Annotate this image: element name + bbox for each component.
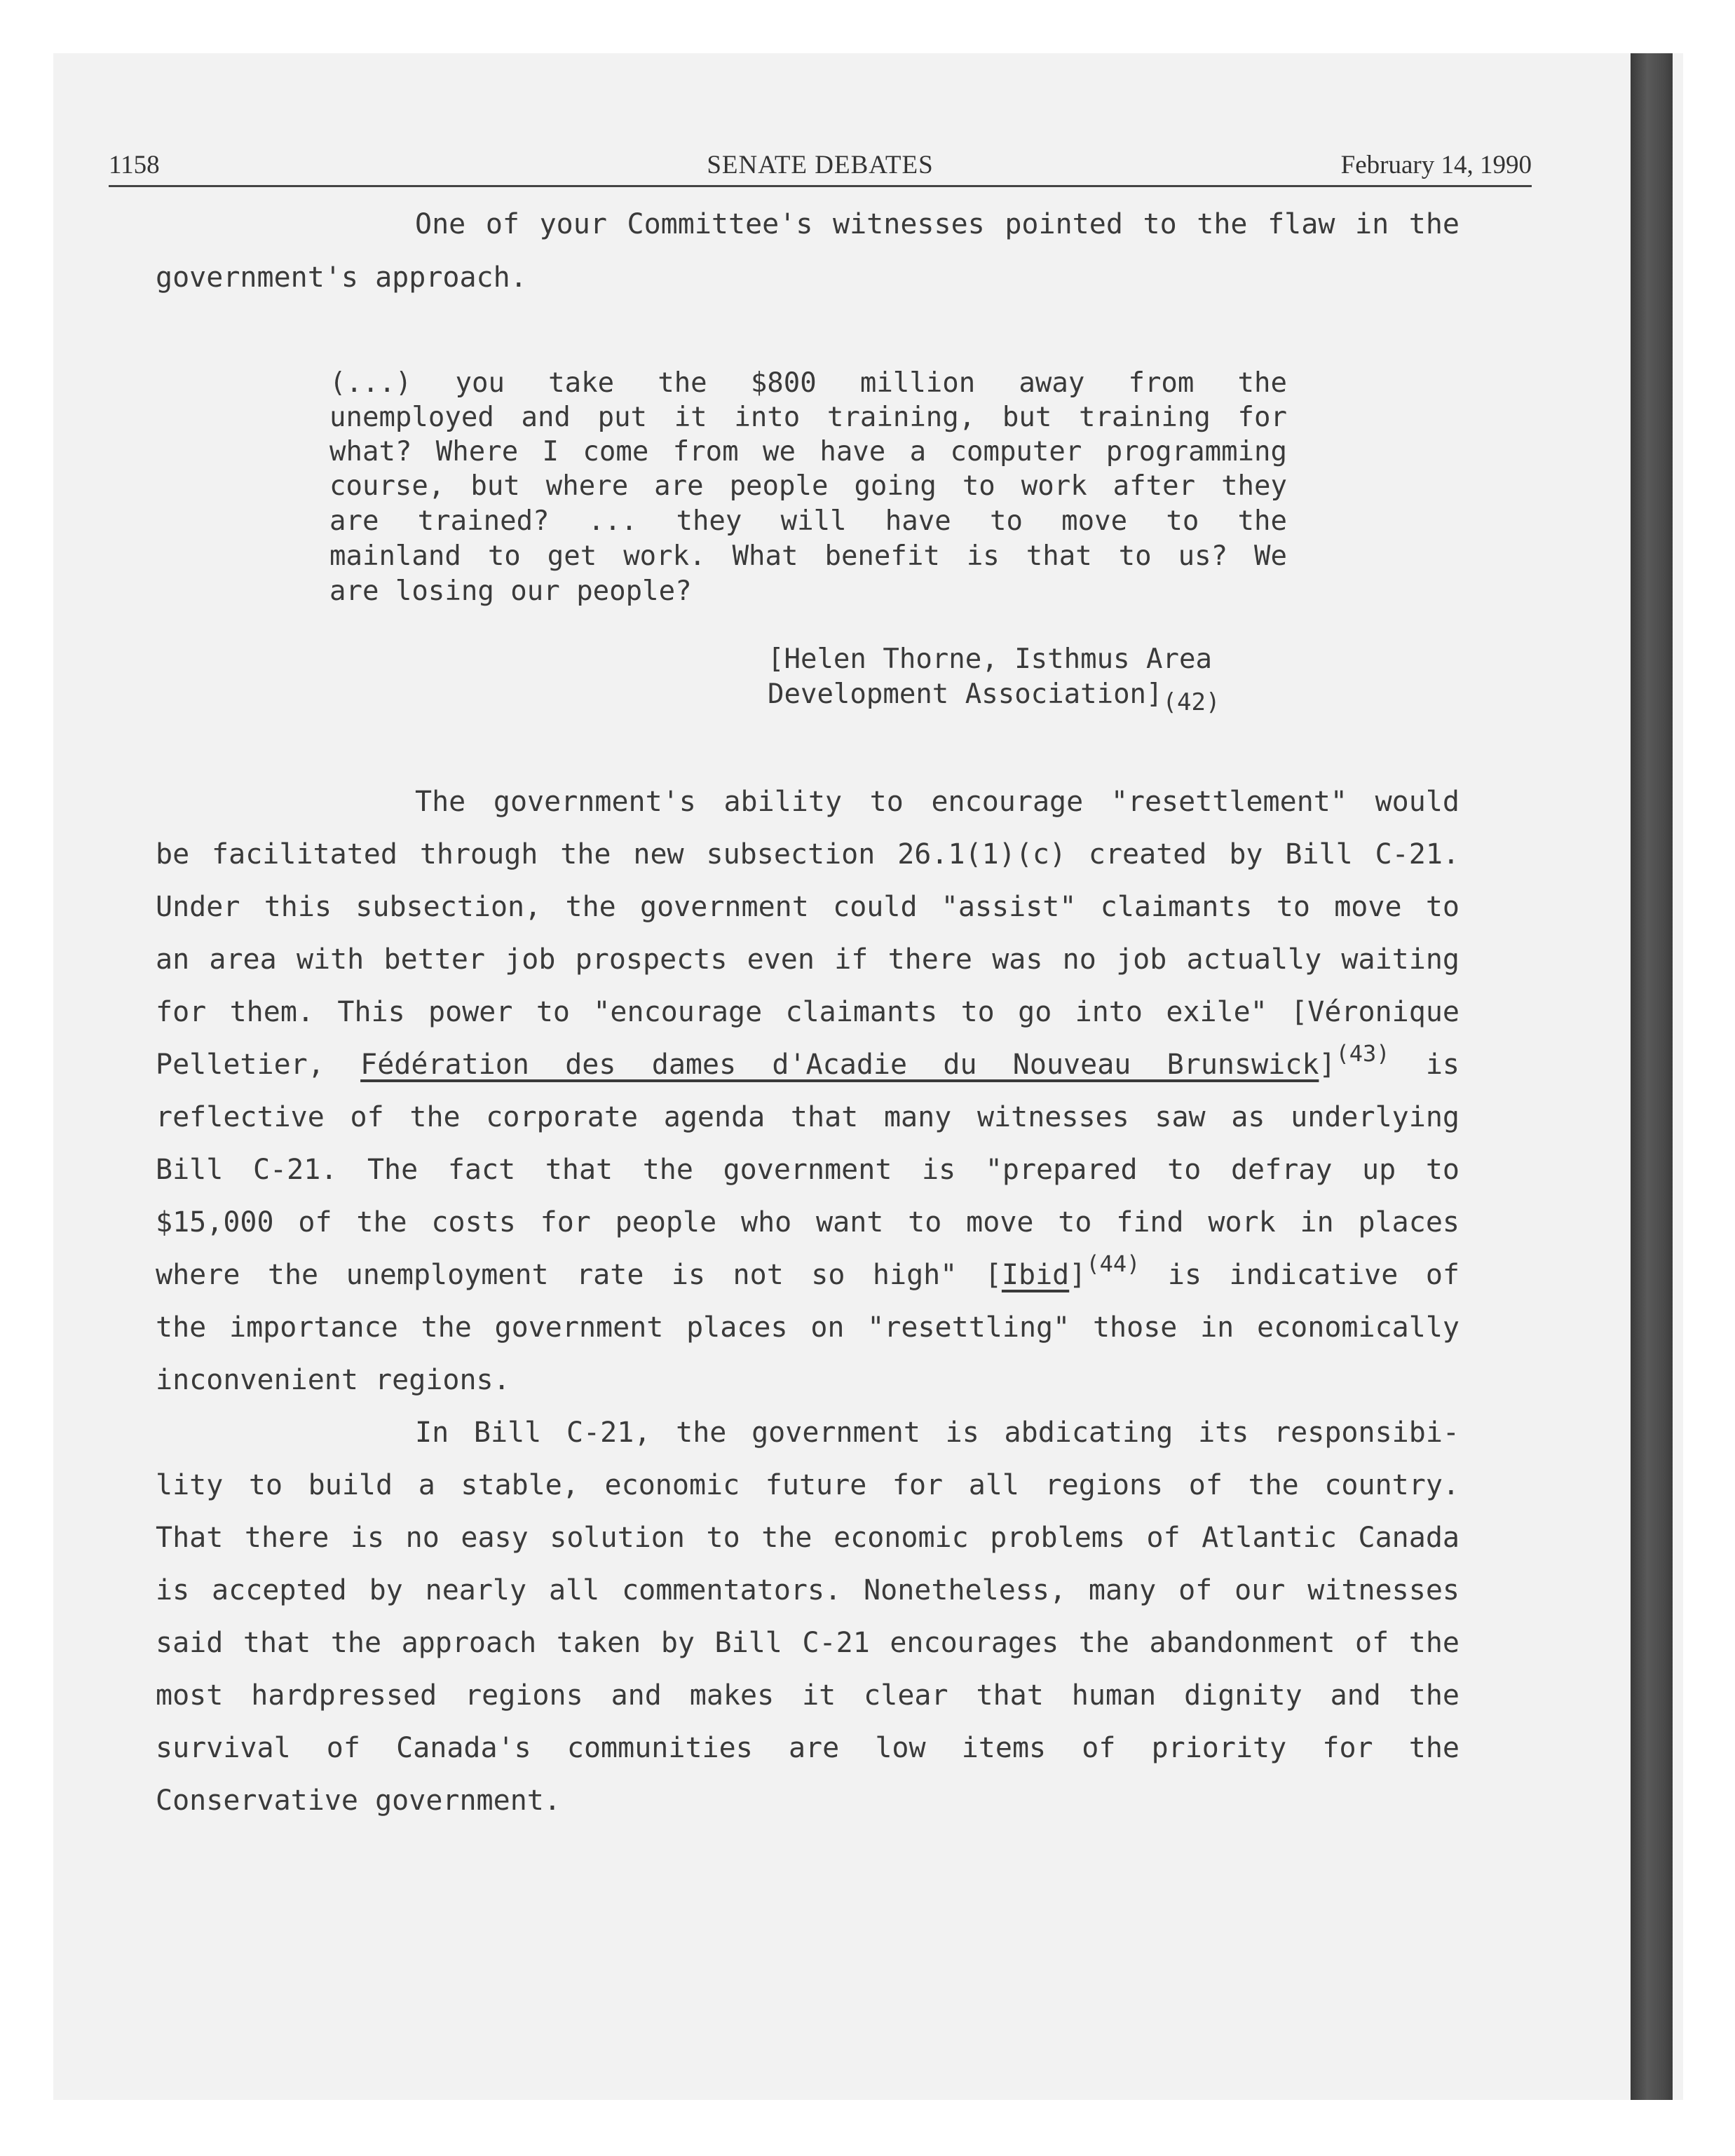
text-segment: ] (1069, 1259, 1087, 1291)
quote-line: what? Where I come from we have a computer programming (329, 436, 1287, 468)
paragraph-2-line-with-citation (156, 1040, 1460, 1081)
quote-line: mainland to get work. What benefit is that to us? We (329, 540, 1287, 572)
text-segment: ] (1319, 1049, 1336, 1081)
running-title: SENATE DEBATES (707, 151, 934, 179)
paragraph-2-line: an area with better job prospects even if there was no job actually waiting (156, 943, 1460, 976)
ibid-citation: Ibid (1001, 1259, 1070, 1291)
quote-line: unemployed and put it into training, but training for (329, 402, 1287, 433)
text-segment: Pelletier, (156, 1049, 361, 1081)
paragraph-3-line: survival of Canada's communities are low items of priority for the (156, 1732, 1460, 1764)
paragraph-3-line: lity to build a stable, economic future for all regions of the country. (156, 1469, 1460, 1501)
quote-attribution-line-2 (768, 678, 1220, 716)
paragraph-3-line: is accepted by nearly all commentators. Nonetheless, many of our witnesses (156, 1574, 1460, 1606)
paragraph-2-line: for them. This power to "encourage claimants to go into exile" [Véronique (156, 996, 1460, 1028)
paragraph-2-line: The government's ability to encourage "resettlement" would (415, 786, 1460, 818)
text-segment: is indicative of (1140, 1259, 1460, 1291)
paragraph-2-line: the importance the government places on "resettling" those in economically (156, 1311, 1460, 1344)
footnote-ref-43: (43) (1335, 1040, 1390, 1067)
paragraph-3-line: In Bill C-21, the government is abdicating its responsibi- (415, 1417, 1460, 1449)
footnote-ref-44: (44) (1086, 1250, 1141, 1277)
paragraph-3-line: said that the approach taken by Bill C-21 encourages the abandonment of the (156, 1627, 1460, 1659)
paragraph-3-line: Conservative government. (156, 1785, 561, 1817)
quote-line: (...) you take the $800 million away from the (329, 367, 1287, 399)
paragraph-3-line: most hardpressed regions and makes it clear that human dignity and the (156, 1679, 1460, 1712)
quote-line: are trained? ... they will have to move to the (329, 505, 1287, 537)
paragraph-3-line: That there is no easy solution to the economic problems of Atlantic Canada (156, 1522, 1460, 1554)
paragraph-2-line: Under this subsection, the government could "assist" claimants to move to (156, 891, 1460, 923)
quote-line: are losing our people? (329, 575, 692, 607)
paragraph-2-line: inconvenient regions. (156, 1364, 510, 1396)
page-number: 1158 (109, 151, 160, 179)
quote-line: course, but where are people going to work after they (329, 470, 1287, 502)
text-segment: where the unemployment rate is not so high" [ (156, 1259, 1002, 1291)
header-date: February 14, 1990 (1340, 151, 1532, 179)
paragraph-2-line: $15,000 of the costs for people who want to move to find work in places (156, 1206, 1460, 1239)
paragraph-2-line-with-citation (156, 1250, 1460, 1291)
paragraph-2-line: Bill C-21. The fact that the government is "prepared to defray up to (156, 1154, 1460, 1186)
paragraph-2-line: be facilitated through the new subsection 26.1(1)(c) created by Bill C-21. (156, 838, 1460, 871)
paragraph-2-line: reflective of the corporate agenda that many witnesses saw as underlying (156, 1101, 1460, 1133)
quote-attribution-line-1: [Helen Thorne, Isthmus Area (768, 643, 1212, 675)
page-header (109, 150, 1532, 187)
paragraph-1-line-1: One of your Committee's witnesses pointed to the flaw in the (415, 208, 1460, 240)
scan-edge-shadow (1631, 53, 1673, 2100)
paragraph-1-line-2: government's approach. (156, 261, 527, 294)
organization-name: Fédération des dames d'Acadie du Nouveau Brunswick (360, 1049, 1319, 1081)
footnote-ref-42: (42) (1162, 688, 1220, 716)
text-segment: is (1389, 1049, 1460, 1081)
attribution-text: Development Association] (768, 678, 1163, 710)
